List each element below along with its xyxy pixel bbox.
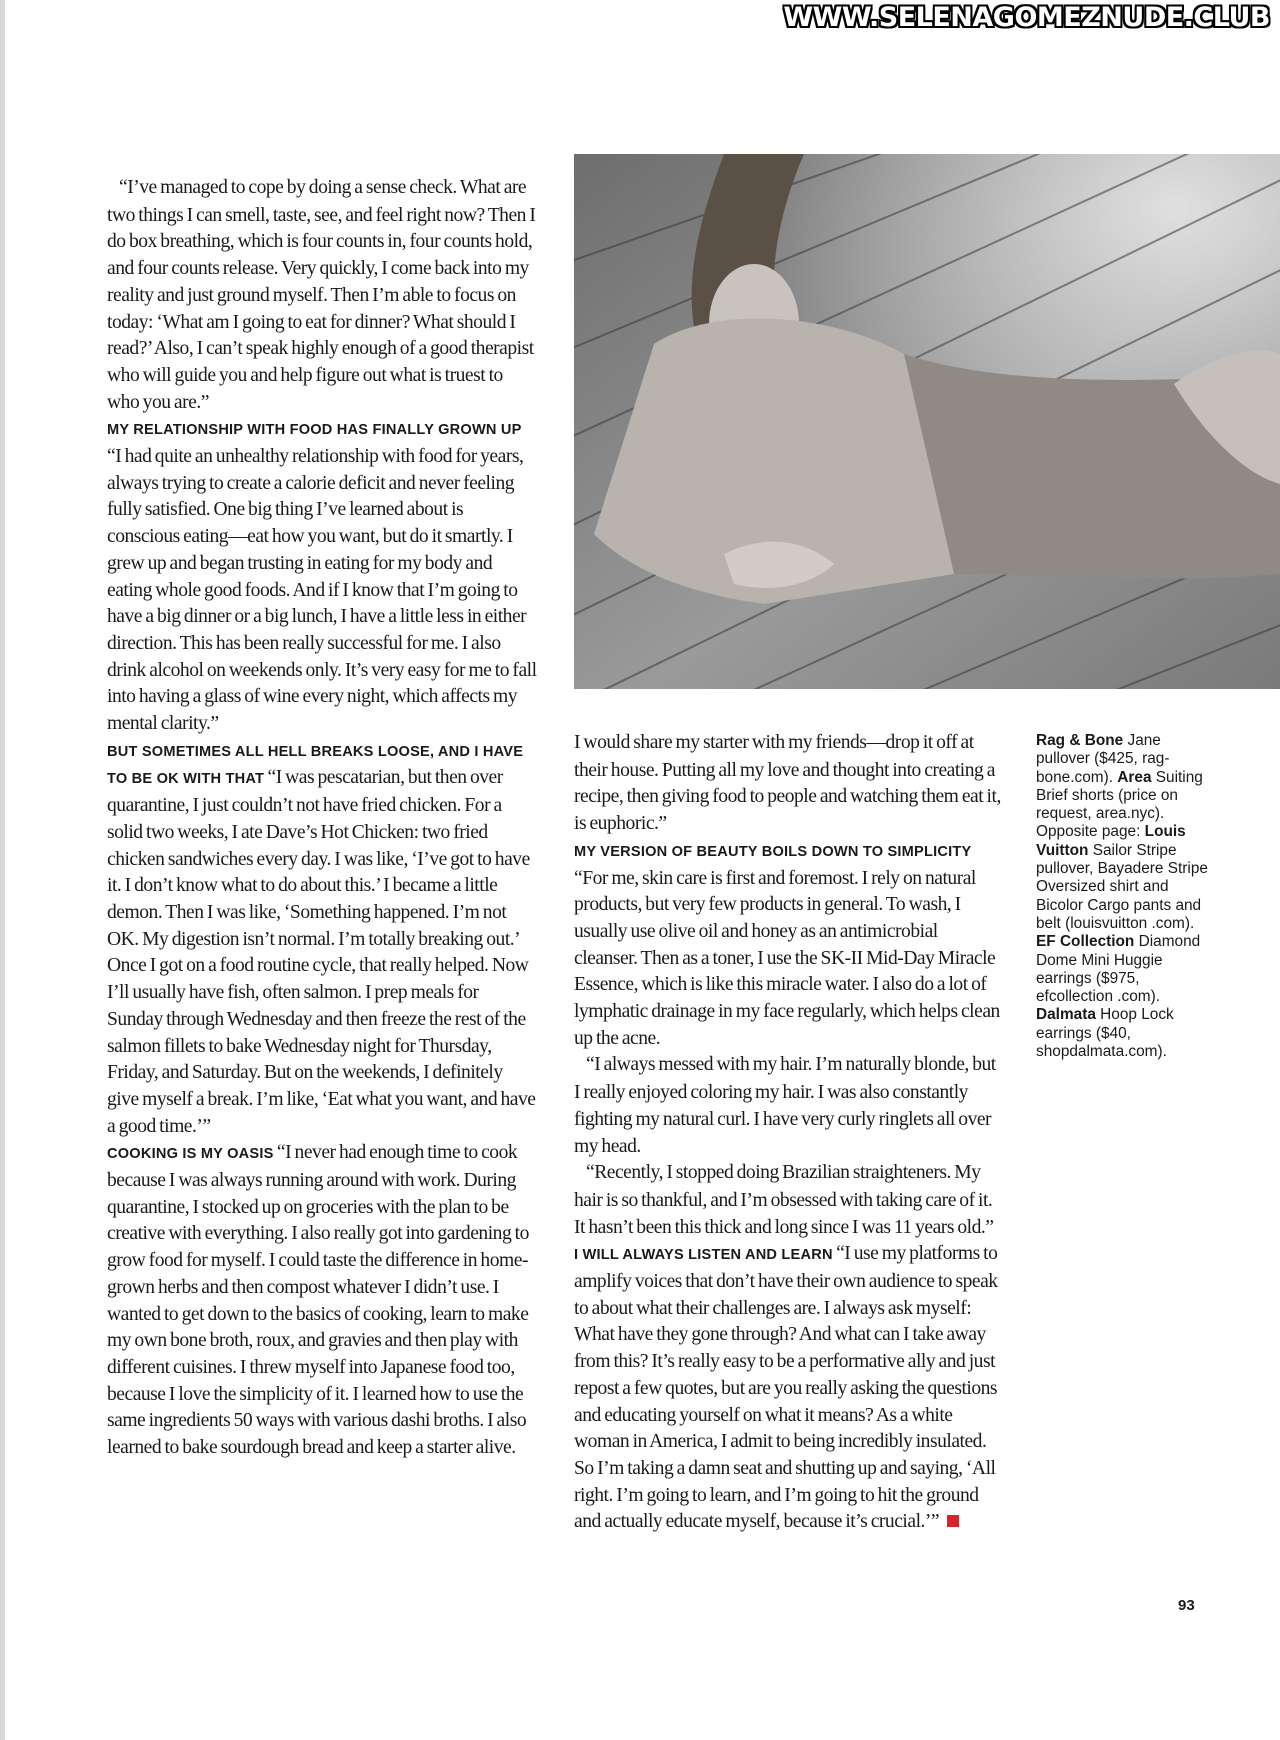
paragraph: “I always messed with my hair. I’m naturally blonde, but I really enjoyed coloring my hair. I was also constantly fighting my natural curl. I have very curly ringlets all over my head. — [574, 1054, 996, 1157]
section-lead: I WILL ALWAYS LISTEN AND LEARN — [574, 1247, 833, 1264]
paragraph: “I’ve managed to cope by doing a sense check. What are two things I can smell, taste, see, and feel right now? Then I do box breathing, which is four counts in, four counts hold, and four counts release. Very quickly, I come back into my reality and just ground myself. Then I’m able to focus on today: ‘What am I going to eat for dinner? What should I read?’ Also, I can’t speak highly enough of a good therapist who will guide you and help figure out what is truest to who you are.” — [107, 177, 536, 413]
page-number: 93 — [1178, 1597, 1195, 1614]
credit-details: Hoop Lock earrings ($40, shopdalmata.com). — [1036, 1006, 1174, 1061]
article-column-left — [107, 175, 537, 1462]
end-of-article-mark — [947, 1515, 959, 1527]
article-column-middle — [574, 730, 1004, 1536]
fashion-credits — [1036, 732, 1216, 1061]
photo-illustration — [574, 154, 1280, 689]
credit-details: Suiting Brief shorts (price on request, area.nyc). Opposite page: — [1036, 768, 1203, 841]
paragraph: MY RELATIONSHIP WITH FOOD HAS FINALLY GROWN UP “I had quite an unhealthy relationship with food for years, always trying to create a calorie deficit and never feeling fully satisfied. One big thing I’ve learned about is conscious eating—eat how you want, but do it smartly. I grew up and began trusting in eating for my body and eating whole good foods. And if I know that I’m going to have a big dinner or a big lunch, I have a little less in either direction. This has been really successful for me. I also drink alcohol on weekends only. It’s very easy for me to fall into having a glass of wine every night, which affects my mental clarity.” — [107, 422, 537, 735]
credit-brand: Louis Vuitton — [1036, 823, 1186, 859]
credit-brand: Rag & Bone — [1036, 732, 1124, 749]
credit-details: Jane pullover ($425, rag-bone.com). — [1036, 732, 1170, 786]
paragraph: COOKING IS MY OASIS “I never had enough time to cook because I was always running around with work. During quarantine, I stocked up on groceries with the plan to be creative with everything. I also really got into gardening to grow food for myself. I could taste the difference in home-grown herbs and then compost whatever I didn’t use. I wanted to get down to the basics of cooking, learn to make my own bone broth, roux, and gravies and then play with different cuisines. I threw myself into Japanese food too, because I love the simplicity of it. I learned how to use the same ingredients 50 ways with various dashi broths. I also learned to bake sourdough bread and keep a starter alive. — [107, 1142, 529, 1459]
section-lead: COOKING IS MY OASIS — [107, 1146, 274, 1163]
credit-details: Diamond Dome Mini Huggie earrings ($975, efcollection .com). — [1036, 933, 1201, 1006]
paragraph: BUT SOMETIMES ALL HELL BREAKS LOOSE, AND I HAVE TO BE OK WITH THAT “I was pescatarian, but then over quarantine, I just couldn’t not have fried chicken. For a solid two weeks, I ate Dave’s Hot Chicken: two fried chicken sandwiches every day. I was like, ‘I’ve got to have it. I don’t know what to do about this.’ I became a little demon. Then I was like, ‘Something happened. I’m not OK. My digestion isn’t normal. I’m totally breaking out.’ Once I got on a food routine cycle, that really helped. Now I’ll usually have fish, often salmon. I prep meals for Sunday through Wednesday and then freeze the rest of the salmon fillets to bake Wednesday night for Thursday, Friday, and Saturday. But on the weekends, I definitely give myself a break. I’m like, ‘Eat what you want, and have a good time.’” — [107, 743, 536, 1137]
paragraph: MY VERSION OF BEAUTY BOILS DOWN TO SIMPLICITY “For me, skin care is first and foremost. I rely on natural products, but very few products in general. To wash, I usually use olive oil and honey as an antimicrobial cleanser. Then as a toner, I use the SK-II Mid-Day Miracle Essence, which is like this miracle water. I also do a lot of lymphatic drainage in my face regularly, which helps clean up the acne. — [574, 843, 1000, 1049]
section-lead: MY RELATIONSHIP WITH FOOD HAS FINALLY GROWN UP — [107, 422, 522, 439]
section-lead: MY VERSION OF BEAUTY BOILS DOWN TO SIMPLICITY — [574, 843, 972, 860]
section-lead: BUT SOMETIMES ALL HELL BREAKS LOOSE, AND I HAVE TO BE OK WITH THAT — [107, 743, 524, 788]
watermark: WWW.SELENAGOMEZNUDE.CLUB — [783, 2, 1270, 33]
credit-details: Sailor Stripe pullover, Bayadere Stripe Oversized shirt and Bicolor Cargo pants and belt (louisvuitton .com). — [1036, 841, 1208, 932]
page-gutter-edge — [0, 0, 5, 1740]
paragraph: I WILL ALWAYS LISTEN AND LEARN “I use my platforms to amplify voices that don’t have their own audience to speak to about what their challenges are. I always ask myself: What have they gone through? And what can I take away from this? It’s really easy to be a performative ally and just repost a few quotes, but are you really asking the questions and educating yourself on what it means? As a white woman in America, I admit to being incredibly insulated. So I’m taking a damn seat and shutting up and saying, ‘All right. I’m going to learn, and I’m going to hit the ground and actually educate myself, because it’s crucial.’” — [574, 1243, 998, 1533]
paragraph: I would share my starter with my friends—drop it off at their house. Putting all my love and thought into creating a recipe, then giving food to people and watching them eat it, is euphoric.” — [574, 732, 1001, 835]
credit-brand: EF Collection — [1036, 933, 1135, 951]
paragraph: “Recently, I stopped doing Brazilian straighteners. My hair is so thankful, and I’m obsessed with taking care of it. It hasn’t been this thick and long since I was 11 years old.” — [574, 1162, 994, 1238]
credit-brand: Dalmata — [1036, 1006, 1096, 1024]
portrait-photo — [574, 154, 1280, 689]
credit-brand: Area — [1117, 768, 1152, 786]
